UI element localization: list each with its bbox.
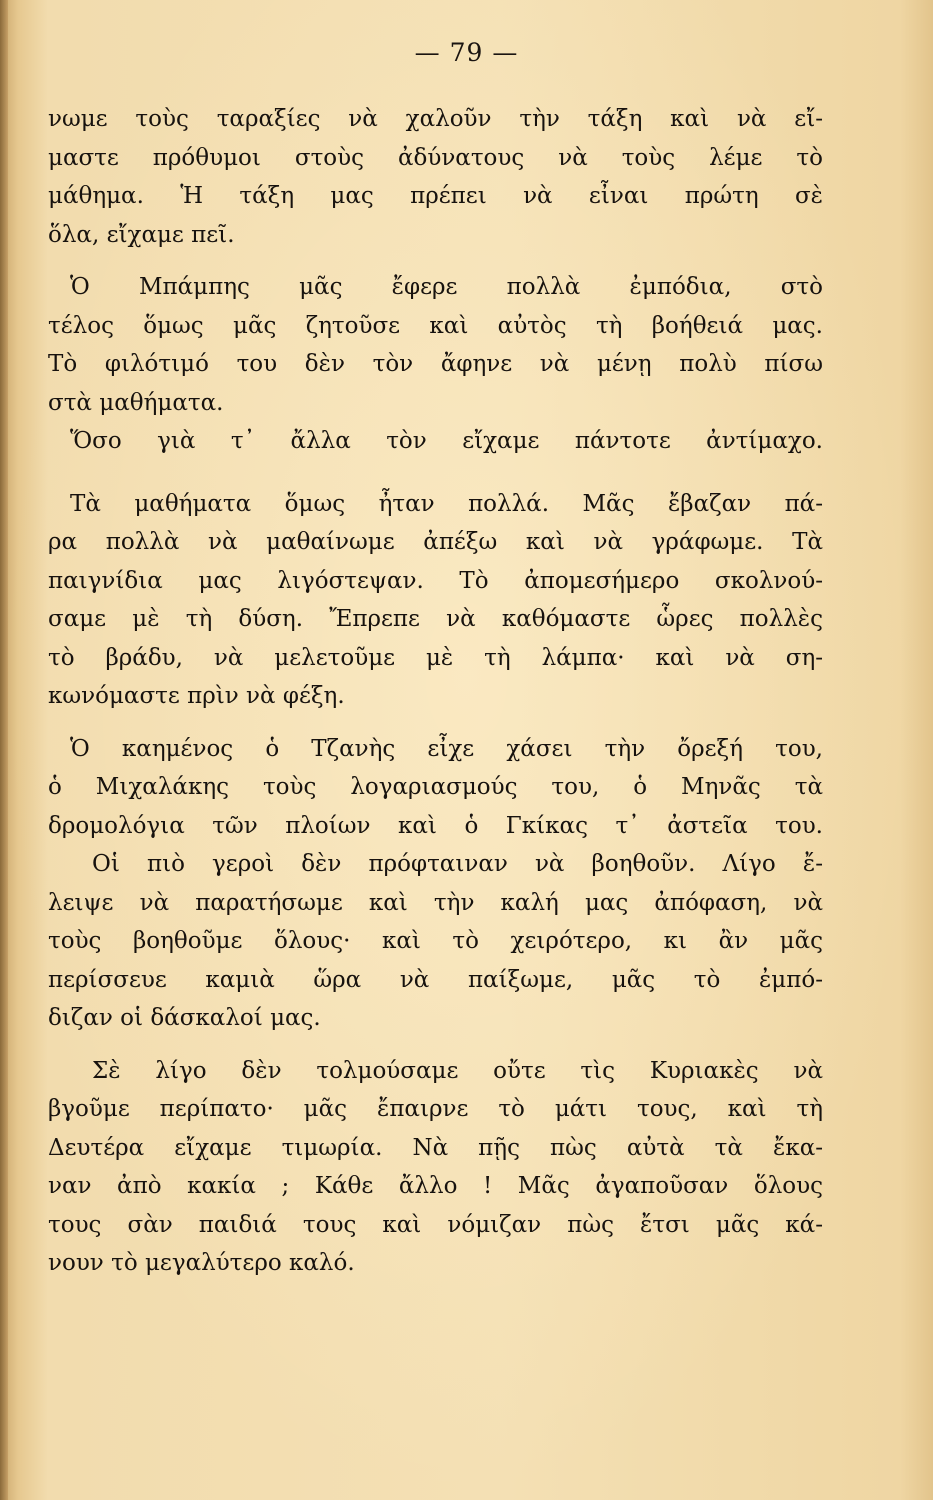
text-line: βγοῦμε περίπατο· μᾶς ἔπαιρνε τὸ μάτι τους, καὶ τὴ [48, 1096, 823, 1122]
page-number: — 79 — [414, 38, 519, 67]
text-line: τοὺς βοηθοῦμε ὅλους· καὶ τὸ χειρότερο, κι ἂν μᾶς [48, 928, 823, 954]
text-line: περίσσευε καμιὰ ὥρα νὰ παίξωμε, μᾶς τὸ ἐμπό- [48, 966, 823, 993]
text-line: Οἱ πιὸ γεροὶ δὲν πρόφταιναν νὰ βοηθοῦν. Λίγο ἔ- [92, 851, 823, 877]
text-line: ναν ἀπὸ κακία ; Κάθε ἄλλο ! Μᾶς ἀγαποῦσαν ὅλους [48, 1173, 823, 1199]
paragraph-1 [48, 100, 823, 254]
page-binding-edge [0, 0, 8, 1500]
text-line: δρομολόγια τῶν πλοίων καὶ ὁ Γκίκας τ᾽ ἀστεῖα του. [48, 812, 823, 839]
paragraph-2 [48, 268, 823, 422]
body-text [48, 100, 823, 1283]
text-line: λειψε νὰ παρατήσωμε καὶ τὴν καλή μας ἀπόφαση, νὰ [48, 889, 823, 916]
text-line: Ὁ καημένος ὁ Τζανὴς εἶχε χάσει τὴν ὄρεξή του, [70, 735, 823, 762]
text-line: τέλος ὅμως μᾶς ζητοῦσε καὶ αὐτὸς τὴ βοήθειά μας. [48, 312, 823, 339]
text-line: σαμε μὲ τὴ δύση. Ἔπρεπε νὰ καθόμαστε ὧρες πολλὲς [48, 606, 823, 632]
text-line: Ὅσο γιὰ τ᾽ ἄλλα τὸν εἴχαμε πάντοτε ἀντίμαχο. [70, 428, 823, 454]
text-line: παιγνίδια μας λιγόστεψαν. Τὸ ἀπομεσήμερο σκολνού- [48, 567, 823, 594]
text-line: νουν τὸ μεγαλύτερο καλό. [48, 1250, 355, 1276]
text-line: Σὲ λίγο δὲν τολμούσαμε οὔτε τὶς Κυριακὲς νὰ [92, 1057, 823, 1084]
paragraph-3 [48, 422, 823, 461]
text-line: τους σὰν παιδιά τους καὶ νόμιζαν πὼς ἔτσι μᾶς κά- [48, 1211, 823, 1238]
text-line: ρα πολλὰ νὰ μαθαίνωμε ἀπέξω καὶ νὰ γράφωμε. Τὰ [48, 529, 823, 555]
text-line: κωνόμαστε πρὶν νὰ φέξη. [48, 683, 345, 709]
text-line: Τὸ φιλότιμό του δὲν τὸν ἄφηνε νὰ μένῃ πολὺ πίσω [48, 351, 823, 377]
paragraph-5 [48, 730, 823, 846]
text-line: νωμε τοὺς ταραξίες νὰ χαλοῦν τὴν τάξη καὶ νὰ εἴ- [48, 106, 823, 132]
text-line: ὅλα, εἴχαμε πεῖ. [48, 221, 235, 248]
text-line: στὰ μαθήματα. [48, 389, 224, 416]
paragraph-7 [48, 1052, 823, 1283]
text-line: Δευτέρα εἴχαμε τιμωρία. Νὰ πῇς πὼς αὐτὰ τὰ ἔκα- [48, 1134, 823, 1161]
text-line: Ὁ Μπάμπης μᾶς ἔφερε πολλὰ ἐμπόδια, στὸ [70, 274, 823, 300]
text-line: μαστε πρόθυμοι στοὺς ἀδύνατους νὰ τοὺς λέμε τὸ [48, 144, 823, 171]
text-line: μάθημα. Ἡ τάξη μας πρέπει νὰ εἶναι πρώτη σὲ [48, 183, 823, 209]
text-line: τὸ βράδυ, νὰ μελετοῦμε μὲ τὴ λάμπα· καὶ νὰ ση- [48, 644, 823, 671]
paragraph-4 [48, 485, 823, 716]
text-line: ὁ Μιχαλάκης τοὺς λογαριασμούς του, ὁ Μηνᾶς τὰ [48, 774, 823, 800]
text-line: Τὰ μαθήματα ὅμως ἦταν πολλά. Μᾶς ἔβαζαν πά- [70, 490, 823, 517]
text-line: διζαν οἱ δάσκαλοί μας. [48, 1005, 321, 1031]
paragraph-6 [48, 845, 823, 1038]
